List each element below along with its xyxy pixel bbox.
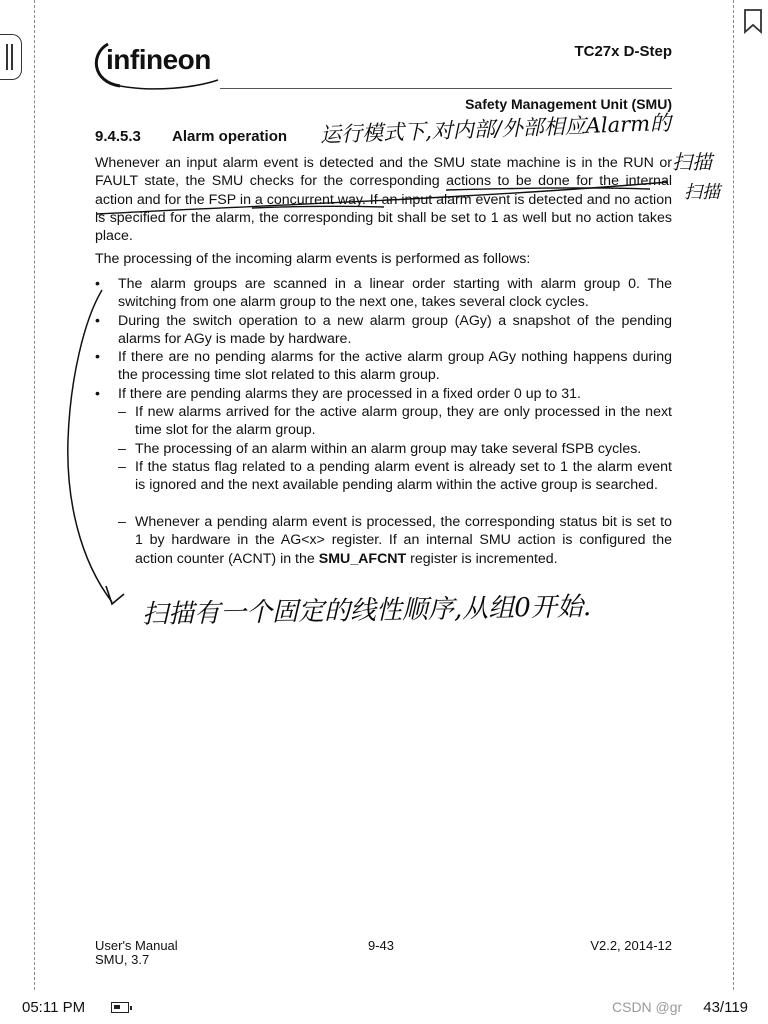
section-title: Alarm operation [172,128,288,145]
infineon-logo: infineon [94,36,224,92]
footer-chapter: SMU, 3.7 [95,952,150,967]
status-time: 05:11 PM [22,999,86,1016]
handwritten-margin-note-2: 扫描 [684,182,720,203]
handwritten-bottom-note: 扫描有一个固定的线性顺序,从组0开始. [141,592,592,630]
battery-icon [111,1002,129,1013]
footer-version: V2.2, 2014-12 [590,938,672,953]
section-number: 9.4.5.3 [95,128,141,145]
handwritten-heading-note: 运行模式下,对内部/外部相应Alarm的 [319,110,672,148]
watermark: CSDN @gr [612,999,683,1015]
product-name: TC27x D-Step [574,43,672,60]
paragraph-2: The processing of the incoming alarm events is performed as follows: [95,251,531,267]
page-counter: 43/119 [703,999,748,1016]
paragraph-1: Whenever an input alarm event is detected and the SMU state machine is in the RUN or FAULT state, the SMU checks for the corresponding actions to be done for the internal action and for the FSP in a concurrent way. If an input alarm event is detected and no action is specified for the alarm, the corresponding bit shall be set to 1 as well but no action takes place. [95,155,672,245]
footer-manual: User's Manual [95,938,178,953]
handwritten-margin-note-1: 扫描 [672,150,712,174]
footer-page-number: 9-43 [368,938,395,953]
section-header: Safety Management Unit (SMU) [465,96,672,112]
